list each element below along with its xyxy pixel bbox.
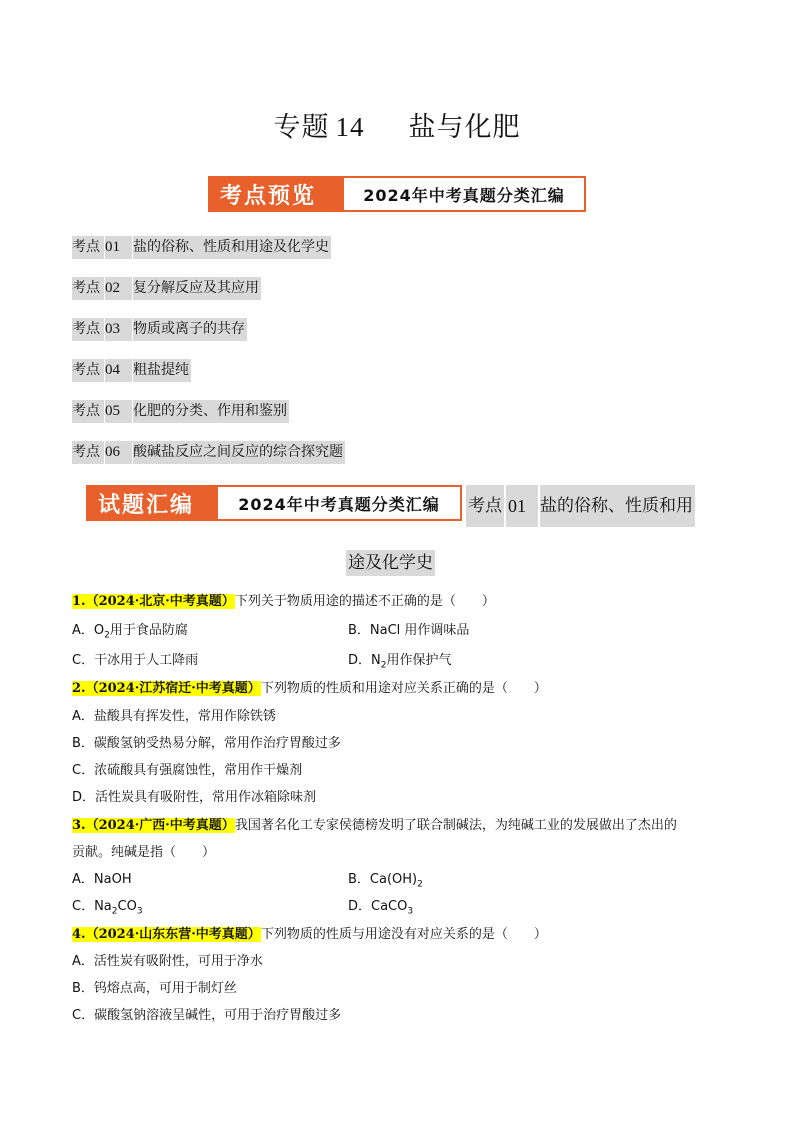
exam-point-item: 考点 03 物质或离子的共存 [72, 318, 345, 341]
question-3 [72, 817, 677, 835]
question-1 [72, 593, 495, 611]
option-a: A．$O_2$用于食品防腐 [72, 623, 188, 641]
option-c: C．干冰用于人工降雨 [72, 653, 199, 668]
question-4 [72, 926, 547, 944]
title-number: 14 [335, 112, 365, 142]
preview-banner-subtitle: 2024年中考真题分类汇编 [363, 185, 565, 205]
preview-banner [208, 176, 586, 212]
question-source: 2.（2024·江苏宿迁·中考真题） [72, 681, 261, 696]
option-b: B．$Ca(OH)_2$ [348, 872, 423, 890]
question-stem: 下列物质的性质和用途对应关系正确的是（ ） [260, 681, 547, 696]
exam-point-item: 考点 01 盐的俗称、性质和用途及化学史 [72, 236, 345, 259]
question-source: 3.（2024·广西·中考真题） [72, 818, 235, 833]
question-2 [72, 680, 547, 698]
option-d: D．$N_2$用作保护气 [348, 653, 452, 671]
page-title [0, 105, 794, 144]
section-heading: 考点 01 盐的俗称、性质和用 [466, 485, 695, 527]
question-stem: 下列关于物质用途的描述不正确的是（ ） [234, 594, 495, 609]
question-stem: 下列物质的性质与用途没有对应关系的是（ ） [260, 927, 547, 942]
questions-banner-tag: 试题汇编 [88, 487, 218, 519]
option-a: A．盐酸具有挥发性，常用作除铁锈 [72, 709, 276, 724]
questions-banner [86, 485, 462, 521]
option-a: A．活性炭有吸附性，可用于净水 [72, 954, 263, 969]
preview-banner-tag: 考点预览 [210, 178, 344, 210]
option-c: C．$Na_2CO_3$ [72, 899, 143, 917]
option-d: D．活性炭具有吸附性，常用作冰箱除味剂 [72, 790, 317, 805]
section-heading-continued: 途及化学史 [346, 550, 435, 576]
option-a: A．NaOH [72, 872, 132, 887]
question-stem: 我国著名化工专家侯德榜发明了联合制碱法，为纯碱工业的发展做出了杰出的 [234, 818, 677, 833]
option-b: B．NaCl 用作调味品 [348, 623, 470, 638]
option-c: C．碳酸氢钠溶液呈碱性，可用于治疗胃酸过多 [72, 1008, 342, 1023]
option-d: D．CaCO$_3$ [348, 899, 414, 917]
option-c: C．浓硫酸具有强腐蚀性，常用作干燥剂 [72, 763, 303, 778]
title-topic: 盐与化肥 [408, 112, 521, 143]
questions-banner-subtitle: 2024年中考真题分类汇编 [238, 494, 440, 514]
question-source: 4.（2024·山东东营·中考真题） [72, 927, 261, 942]
exam-point-item: 考点 04 粗盐提纯 [72, 359, 345, 382]
option-b: B．钨熔点高，可用于制灯丝 [72, 981, 237, 996]
question-source: 1.（2024·北京·中考真题） [72, 594, 235, 609]
title-prefix: 专题 [273, 112, 330, 143]
exam-point-list [72, 236, 345, 482]
exam-point-item: 考点 06 酸碱盐反应之间反应的综合探究题 [72, 441, 345, 464]
exam-point-item: 考点 05 化肥的分类、作用和鉴别 [72, 400, 345, 423]
option-b: B．碳酸氢钠受热易分解，常用作治疗胃酸过多 [72, 736, 341, 751]
question-3-stem-continued: 贡献。纯碱是指（ ） [72, 845, 216, 860]
exam-point-item: 考点 02 复分解反应及其应用 [72, 277, 345, 300]
